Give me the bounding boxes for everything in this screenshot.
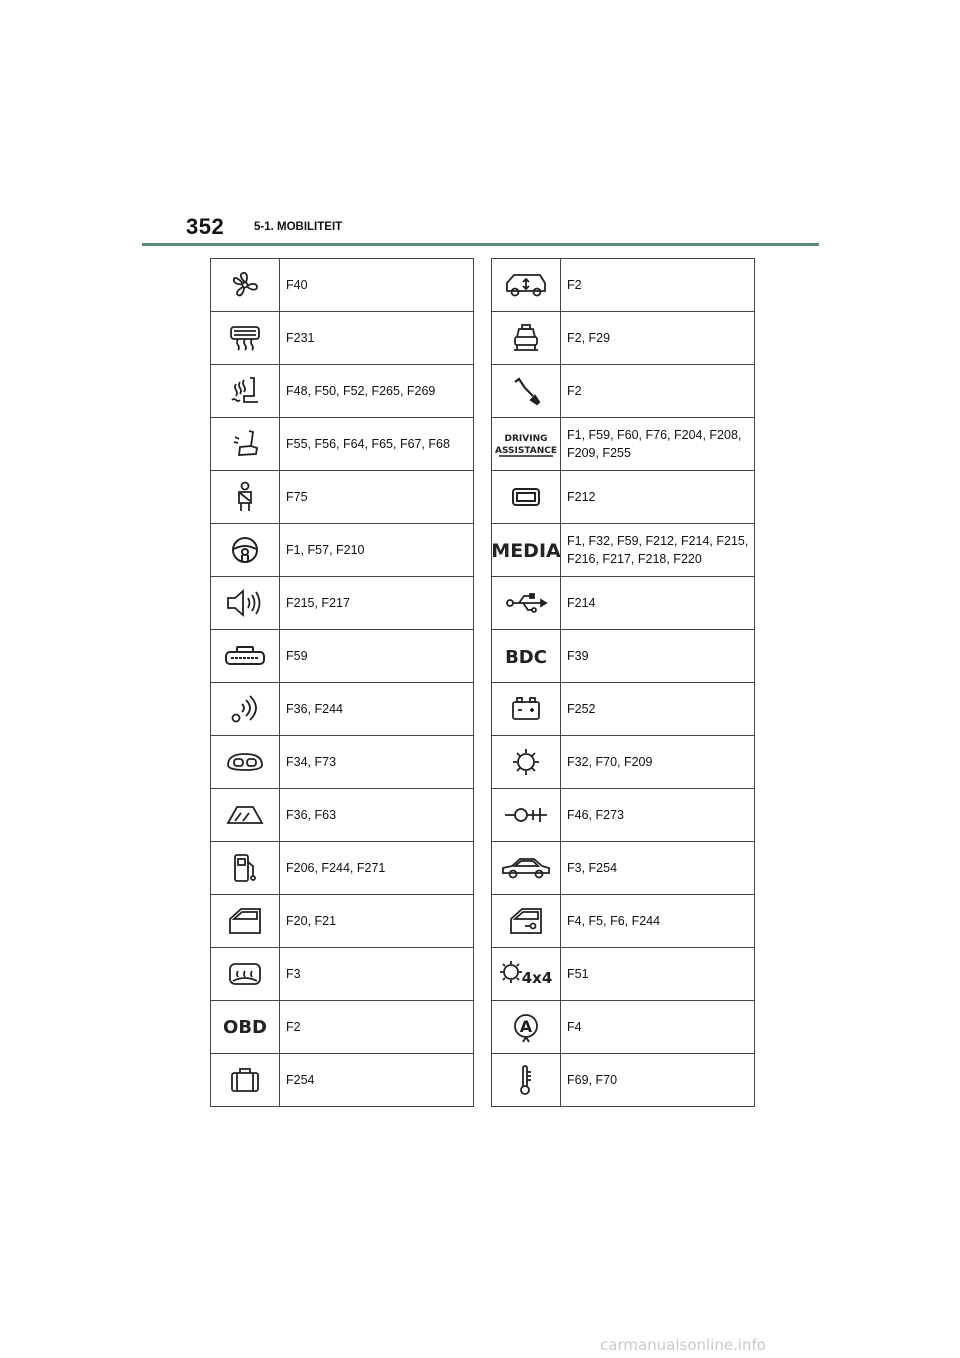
table-row: [211, 842, 474, 895]
seatbelt-icon: [233, 481, 257, 513]
table-row: [211, 1001, 474, 1054]
fuse-list: F2: [561, 365, 755, 418]
media-label: MEDIA: [491, 540, 561, 562]
auto-a-icon: [511, 1011, 541, 1043]
fuse-list: F215, F217: [280, 577, 474, 630]
table-row: [492, 683, 755, 736]
battery-icon: [510, 696, 542, 722]
car-side-icon: [500, 855, 552, 881]
table-row: [492, 577, 755, 630]
fuse-list: F1, F57, F210: [280, 524, 474, 577]
table-row: [211, 948, 474, 1001]
driving-assistance-line-1: DRIVING: [504, 434, 548, 444]
section-title: 5-1. MOBILITEIT: [254, 221, 343, 233]
bdc-icon: [506, 644, 546, 668]
table-row: [492, 789, 755, 842]
table-row: [492, 948, 755, 1001]
table-row: [211, 365, 474, 418]
table-row: [211, 789, 474, 842]
fuse-list: F51: [561, 948, 755, 1001]
gear-4x4-icon: [498, 959, 554, 989]
fuse-list: F2: [280, 1001, 474, 1054]
fuse-list: F55, F56, F64, F65, F67, F68: [280, 418, 474, 471]
bdc-label: BDC: [505, 647, 547, 668]
fuse-list: F46, F273: [561, 789, 755, 842]
table-row: [492, 312, 755, 365]
car-front-icon: [511, 323, 541, 353]
fuse-list: F2, F29: [561, 312, 755, 365]
table-row: [211, 683, 474, 736]
fuse-list: F1, F59, F60, F76, F204, F208, F209, F255: [561, 418, 755, 471]
table-row: [492, 895, 755, 948]
table-row: [492, 259, 755, 312]
usb-icon: [505, 592, 547, 614]
auto-a-label: A: [519, 1017, 533, 1036]
fuse-list: F3: [280, 948, 474, 1001]
fuse-list: F252: [561, 683, 755, 736]
fuse-list: F231: [280, 312, 474, 365]
fuse-list: F20, F21: [280, 895, 474, 948]
fan-icon: [230, 271, 260, 299]
speaker-icon: [225, 588, 265, 618]
table-row: [492, 842, 755, 895]
fuse-list: F206, F244, F271: [280, 842, 474, 895]
header-divider: [142, 243, 819, 246]
fuse-table-left: [210, 258, 474, 1107]
door-key-icon: [508, 907, 544, 935]
fuse-list: F69, F70: [561, 1054, 755, 1107]
seat-heater-icon: [230, 376, 260, 406]
driving-assistance-line-2: ASSISTANCE: [494, 446, 558, 456]
fuse-list: F254: [280, 1054, 474, 1107]
table-row: [211, 312, 474, 365]
table-row: [492, 524, 755, 577]
fuse-list: F1, F32, F59, F212, F214, F215, F216, F217, F218, F220: [561, 524, 755, 577]
fuse-list: F39: [561, 630, 755, 683]
page-number: 352: [186, 214, 225, 239]
table-row: [492, 630, 755, 683]
fuse-list: F32, F70, F209: [561, 736, 755, 789]
connector-icon: [502, 804, 550, 826]
seat-icon: [230, 429, 260, 459]
fuse-list: F3, F254: [561, 842, 755, 895]
tool-icon: [511, 376, 541, 406]
table-row: [492, 365, 755, 418]
fuse-list: F2: [561, 259, 755, 312]
fuse-list: F40: [280, 259, 474, 312]
rear-defroster-icon: [229, 325, 261, 351]
table-row: [211, 630, 474, 683]
fuse-list: F4, F5, F6, F244: [561, 895, 755, 948]
table-row: [492, 418, 755, 471]
svg-text:OBD: OBD: [223, 1017, 267, 1038]
fuse-list: F75: [280, 471, 474, 524]
table-row: [492, 1054, 755, 1107]
table-row: [211, 259, 474, 312]
table-row: [211, 1054, 474, 1107]
fuse-list: F36, F63: [280, 789, 474, 842]
fuse-list: F34, F73: [280, 736, 474, 789]
display-icon: [510, 486, 542, 508]
suv-height-icon: [504, 271, 548, 299]
fuse-list: F48, F50, F52, F265, F269: [280, 365, 474, 418]
fuse-list: F4: [561, 1001, 755, 1054]
door-window-icon: [227, 907, 263, 935]
fuel-pump-icon: [232, 852, 258, 884]
watermark: carmanualsonline.info: [600, 1336, 766, 1354]
fuse-list: F59: [280, 630, 474, 683]
fuse-table-right: [491, 258, 755, 1107]
table-row: [211, 471, 474, 524]
fuse-list: F212: [561, 471, 755, 524]
driving-assistance-icon: [496, 430, 556, 458]
fuse-list: F36, F244: [280, 683, 474, 736]
fuse-list: F214: [561, 577, 755, 630]
steering-wheel-icon: [230, 535, 260, 565]
luggage-icon: [229, 1066, 261, 1094]
table-row: [211, 524, 474, 577]
obd-icon: [222, 1015, 268, 1039]
table-row: [492, 471, 755, 524]
media-icon: [491, 538, 561, 562]
table-row: [211, 418, 474, 471]
heated-windshield-icon: [227, 961, 263, 987]
table-row: [211, 577, 474, 630]
table-row: [211, 736, 474, 789]
thermometer-icon: [516, 1064, 536, 1096]
table-row: [492, 736, 755, 789]
interior-light-icon: [223, 645, 267, 667]
windshield-icon: [225, 803, 265, 827]
4x4-label: 4x4: [521, 969, 553, 987]
table-row: [211, 895, 474, 948]
gear-icon: [511, 747, 541, 777]
table-row: [492, 1001, 755, 1054]
wireless-signal-icon: [230, 694, 260, 724]
room-lamp-icon: [225, 751, 265, 773]
